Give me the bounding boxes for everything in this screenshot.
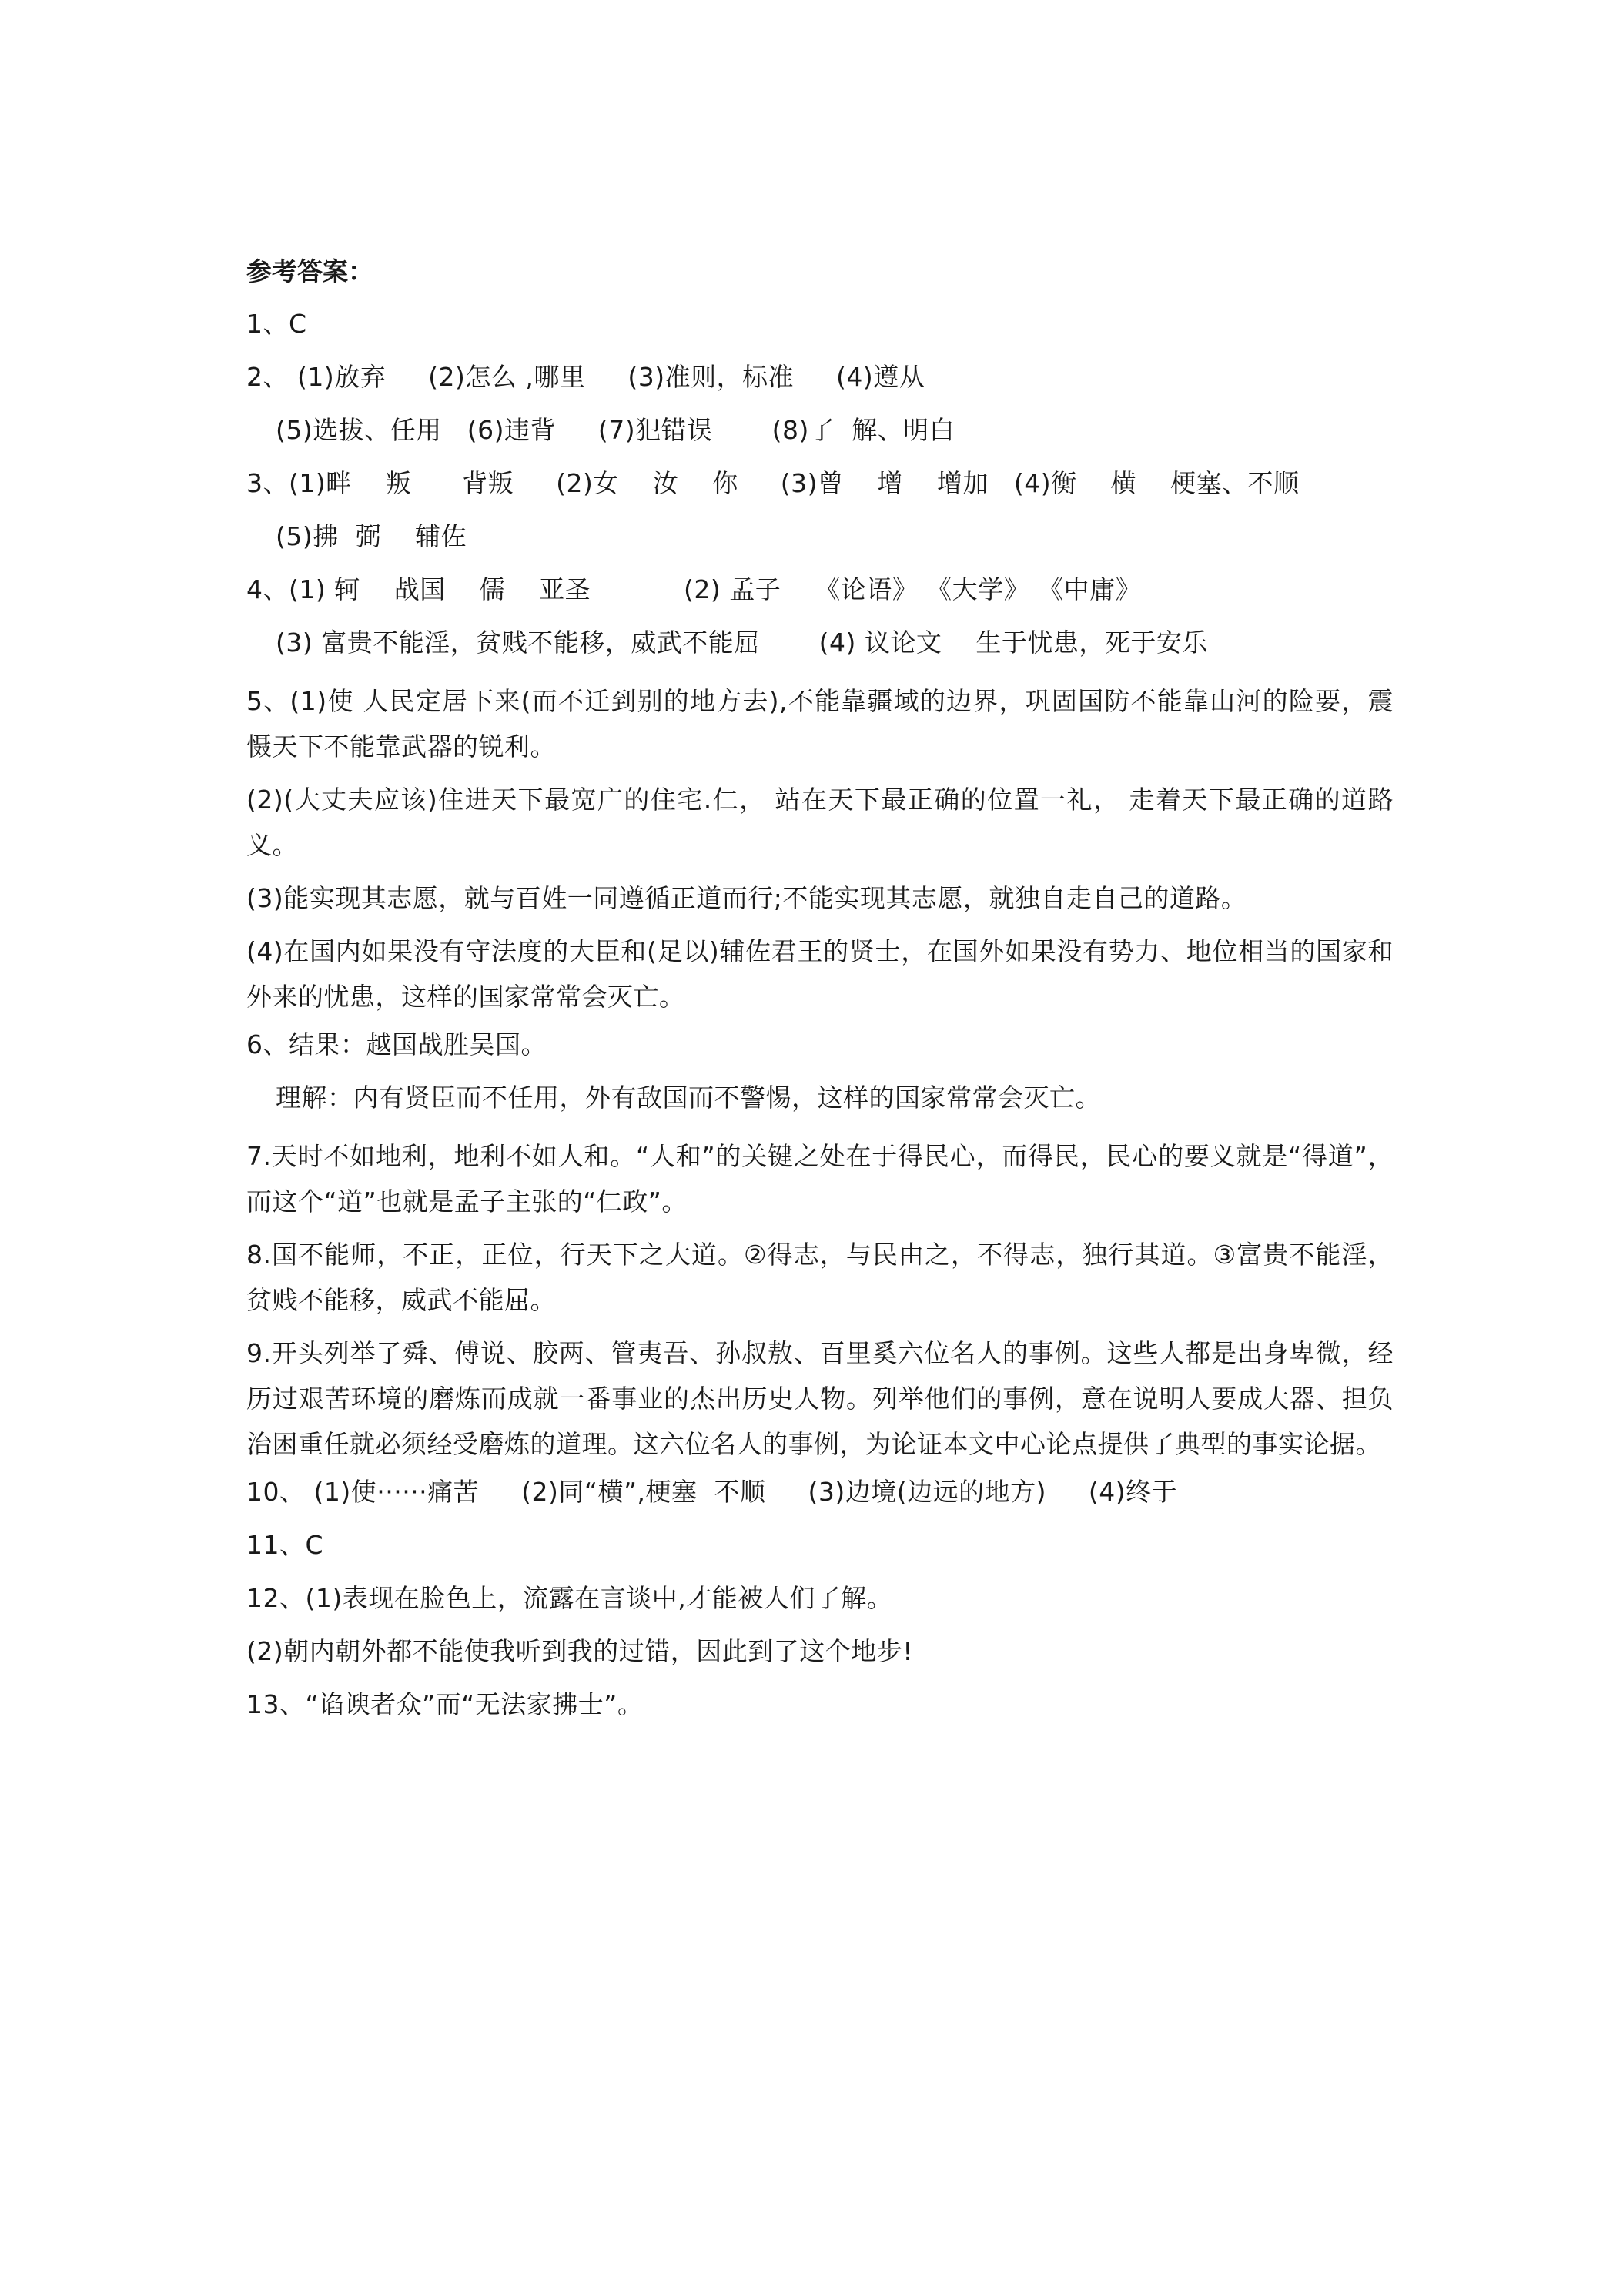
answer-content xyxy=(246,254,1394,1740)
answer-line: 2、 (1)放弃 (2)怎么 ,哪里 (3)准则，标准 (4)遵从 xyxy=(246,362,925,392)
answer-paragraph: 5、(1)使 人民定居下来(而不迁到别的地方去),不能靠疆域的边界，巩固国防不能靠山河的险要，震慑天下不能靠武器的锐利。 xyxy=(246,686,1394,761)
answer-paragraph: (2)(大丈夫应该)住进天下最宽广的住宅.仁， 站在天下最正确的位置一礼， 走着天下最正确的道路义。 xyxy=(246,785,1394,860)
answer-line: 6、结果：越国战胜吴国。 xyxy=(246,1029,547,1059)
answer-line: 12、(1)表现在脸色上，流露在言谈中,才能被人们了解。 xyxy=(246,1583,893,1613)
answer-paragraph: 9.开头列举了舜、傅说、胶两、管夷吾、孙叔敖、百里奚六位名人的事例。这些人都是出身卑微，经历过艰苦环境的磨炼而成就一番事业的杰出历史人物。列举他们的事例，意在说明人要成大器、担负治困重任就必须经受磨炼的道理。这六位名人的事例，为论证本文中心论点提供了典型的事实论据。 xyxy=(246,1338,1394,1459)
answer-paragraph: (3)能实现其志愿，就与百姓一同遵循正道而行;不能实现其志愿，就独自走自己的道路。 xyxy=(246,883,1247,913)
answer-line: 3、(1)畔 叛 背叛 (2)女 汝 你 (3)曾 增 增加 (4)衡 横 梗塞、不顺 xyxy=(246,468,1300,498)
answer-paragraph: (4)在国内如果没有守法度的大臣和(足以)辅佐君王的贤士，在国外如果没有势力、地位相当的国家和外来的忧患，这样的国家常常会灭亡。 xyxy=(246,936,1394,1012)
answer-line: 11、C xyxy=(246,1530,324,1560)
answer-line: (5)选拔、任用 (6)违背 (7)犯错误 (8)了 解、明白 xyxy=(276,415,955,445)
answer-line: 13、“谄谀者众”而“无法家拂士”。 xyxy=(246,1689,644,1719)
answer-paragraph: 7.天时不如地利，地利不如人和。“人和”的关键之处在于得民心，而得民，民心的要义就是“得道”，而这个“道”也就是孟子主张的“仁政”。 xyxy=(246,1141,1394,1217)
answer-line: 4、(1) 轲 战国 儒 亚圣 (2) 孟子 《论语》 《大学》 《中庸》 xyxy=(246,574,1142,604)
answer-line: 1、C xyxy=(246,309,307,339)
answer-line: 理解：内有贤臣而不任用，外有敌国而不警惕，这样的国家常常会灭亡。 xyxy=(276,1083,1101,1113)
answer-line: (3) 富贵不能淫，贫贱不能移，威武不能屈 (4) 议论文 生于忧患，死于安乐 xyxy=(276,628,1208,658)
answer-line: (5)拂 弼 辅佐 xyxy=(276,521,467,551)
answer-line: (2)朝内朝外都不能使我听到我的过错，因此到了这个地步! xyxy=(246,1636,913,1666)
answer-paragraph: 8.国不能师，不正，正位，行天下之大道。②得志，与民由之，不得志，独行其道。③富贵不能淫，贫贱不能移，威武不能屈。 xyxy=(246,1240,1394,1315)
section-title: 参考答案： xyxy=(246,256,373,286)
answer-line: 10、 (1)使······痛苦 (2)同“横”,梗塞 不顺 (3)边境(边远的地方) (4)终于 xyxy=(246,1477,1178,1507)
